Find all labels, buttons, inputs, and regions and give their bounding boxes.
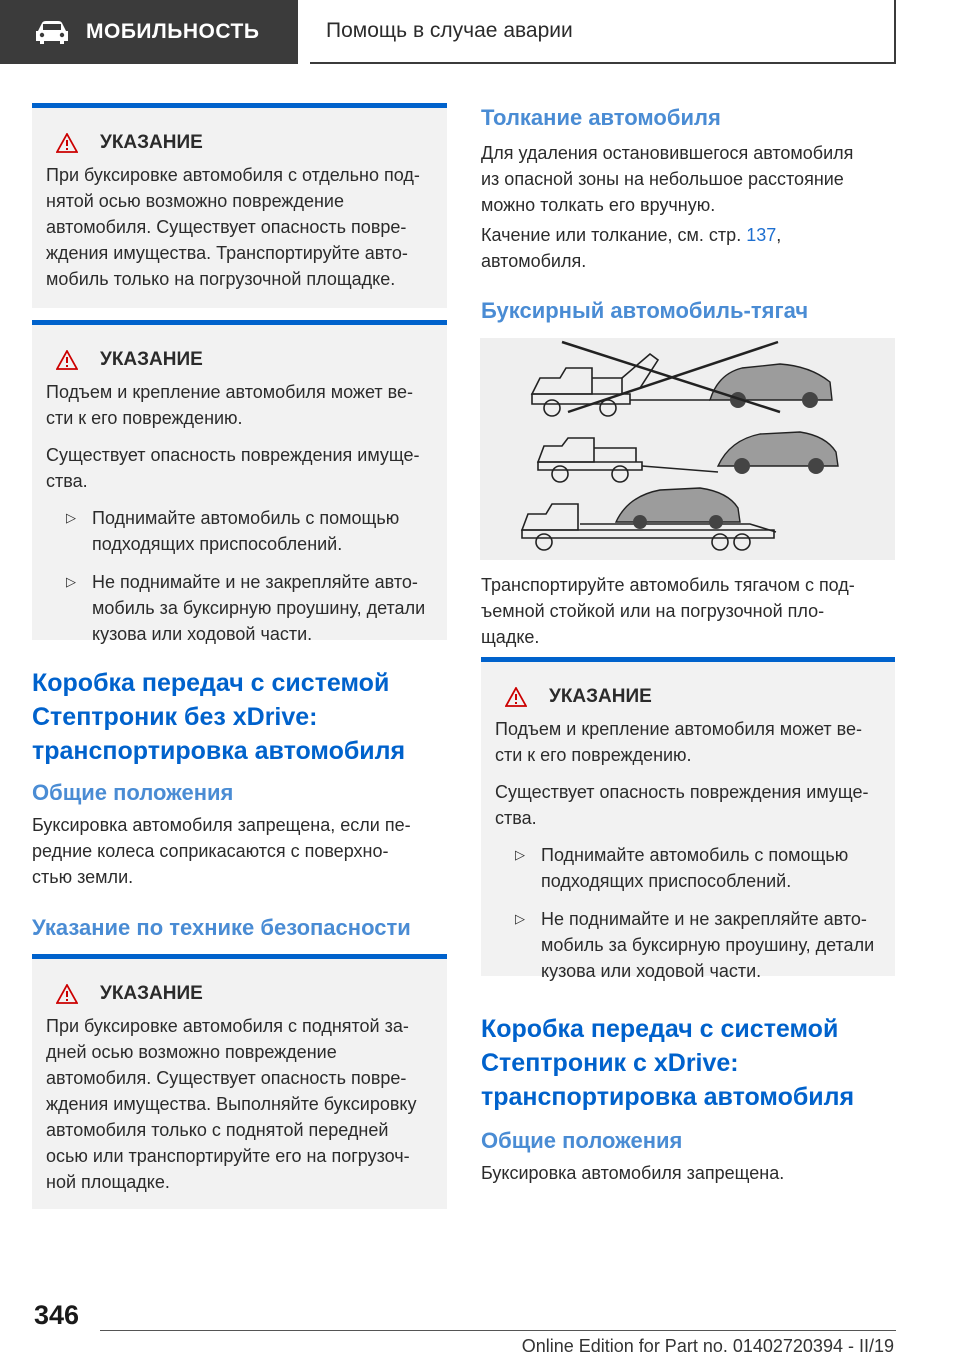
list-item: ▷ Не поднимайте и не закрепляйте авто‐ мобиль за буксирную проушину, детали кузова или ходовой части. xyxy=(46,569,433,647)
list-item: ▷ Поднимайте автомобиль с помощью подходящих приспособлений. xyxy=(46,505,433,557)
warning-triangle-icon xyxy=(56,350,78,370)
warning-triangle-icon xyxy=(505,687,527,707)
subheading: Указание по технике безопасности xyxy=(32,915,411,940)
body-text: Буксировка автомобиля запрещена, если пе‐ редние колеса соприкасаются с поверхно‐ стью земли. xyxy=(32,815,411,887)
page-link[interactable]: 137 xyxy=(746,225,777,245)
warning-title: УКАЗАНИЕ xyxy=(100,983,203,1004)
body-text: Качение или толкание, см. стр. 137, автомобиля. xyxy=(481,225,782,271)
warning-triangle-icon xyxy=(56,984,78,1004)
warning-title: УКАЗАНИЕ xyxy=(100,349,203,370)
warning-title: УКАЗАНИЕ xyxy=(100,132,203,153)
warning-text: Существует опасность повреждения имуще‐ ства. xyxy=(46,445,420,491)
tow-truck-illustration xyxy=(480,338,895,560)
list-item: ▷ Не поднимайте и не закрепляйте авто‐ мобиль за буксирную проушину, детали кузова или ходовой части. xyxy=(495,906,881,984)
subheading: Буксирный автомобиль-тягач xyxy=(481,298,809,323)
subheading: Общие положения xyxy=(481,1128,683,1153)
warning-text: Подъем и крепление автомобиля может ве‐ сти к его повреждению. xyxy=(495,719,862,765)
body-text: Буксировка автомобиля запрещена. xyxy=(481,1163,785,1183)
triangle-bullet-icon: ▷ xyxy=(515,847,525,862)
warning-box-2 xyxy=(32,320,447,644)
warning-box-3 xyxy=(32,954,447,1209)
section-heading: Коробка передач с системой Стептроник с xDrive: транспортировка автомобиля xyxy=(481,1015,855,1111)
triangle-bullet-icon: ▷ xyxy=(66,510,76,525)
list-item: ▷ Поднимайте автомобиль с помощью подходящих приспособлений. xyxy=(495,842,881,894)
chapter-title: Помощь в случае аварии xyxy=(326,19,573,42)
image-caption: Транспортируйте автомобиль тягачом с под‐ ъемной стойкой или на погрузочной пло‐ щадке. xyxy=(481,575,855,647)
warning-title: УКАЗАНИЕ xyxy=(549,686,652,707)
warning-box-4 xyxy=(481,657,895,981)
chapter-header xyxy=(310,0,896,64)
section-tab xyxy=(0,0,298,64)
car-icon xyxy=(34,19,70,45)
warning-box-1 xyxy=(32,103,447,308)
warning-text: При буксировке автомобиля с отдельно под‐ нятой осью возможно повреждение автомобиля. Существует опасность повре‐ ждения имущества. Транспортируйте авто‐ мобиль только на погрузочной площадке. xyxy=(46,165,420,289)
subheading: Толкание автомобиля xyxy=(481,105,721,130)
warning-text: При буксировке автомобиля с поднятой за‐ дней осью возможно повреждение автомобиля. Существует опасность повре‐ ждения имущества. Выполняйте буксировку автомобиля только с поднятой передней осью или транспортируйте его на погрузоч‐ ной площадке. xyxy=(46,1016,417,1192)
warning-triangle-icon xyxy=(56,133,78,153)
triangle-bullet-icon: ▷ xyxy=(515,911,525,926)
warning-text: Существует опасность повреждения имуще‐ ства. xyxy=(495,782,869,828)
section-heading: Коробка передач с системой Стептроник без xDrive: транспортировка автомобиля xyxy=(32,669,406,765)
footer-divider xyxy=(100,1330,896,1331)
section-title: МОБИЛЬНОСТЬ xyxy=(86,20,260,43)
warning-text: Подъем и крепление автомобиля может ве‐ сти к его повреждению. xyxy=(46,382,413,428)
subheading: Общие положения xyxy=(32,780,234,805)
triangle-bullet-icon: ▷ xyxy=(66,574,76,589)
edition-info: Online Edition for Part no. 01402720394 - II/19 xyxy=(521,1336,894,1356)
page-number: 346 xyxy=(34,1300,80,1330)
body-text: Для удаления остановившегося автомобиля из опасной зоны на небольшое расстояние можно толкать его вручную. xyxy=(481,143,854,215)
